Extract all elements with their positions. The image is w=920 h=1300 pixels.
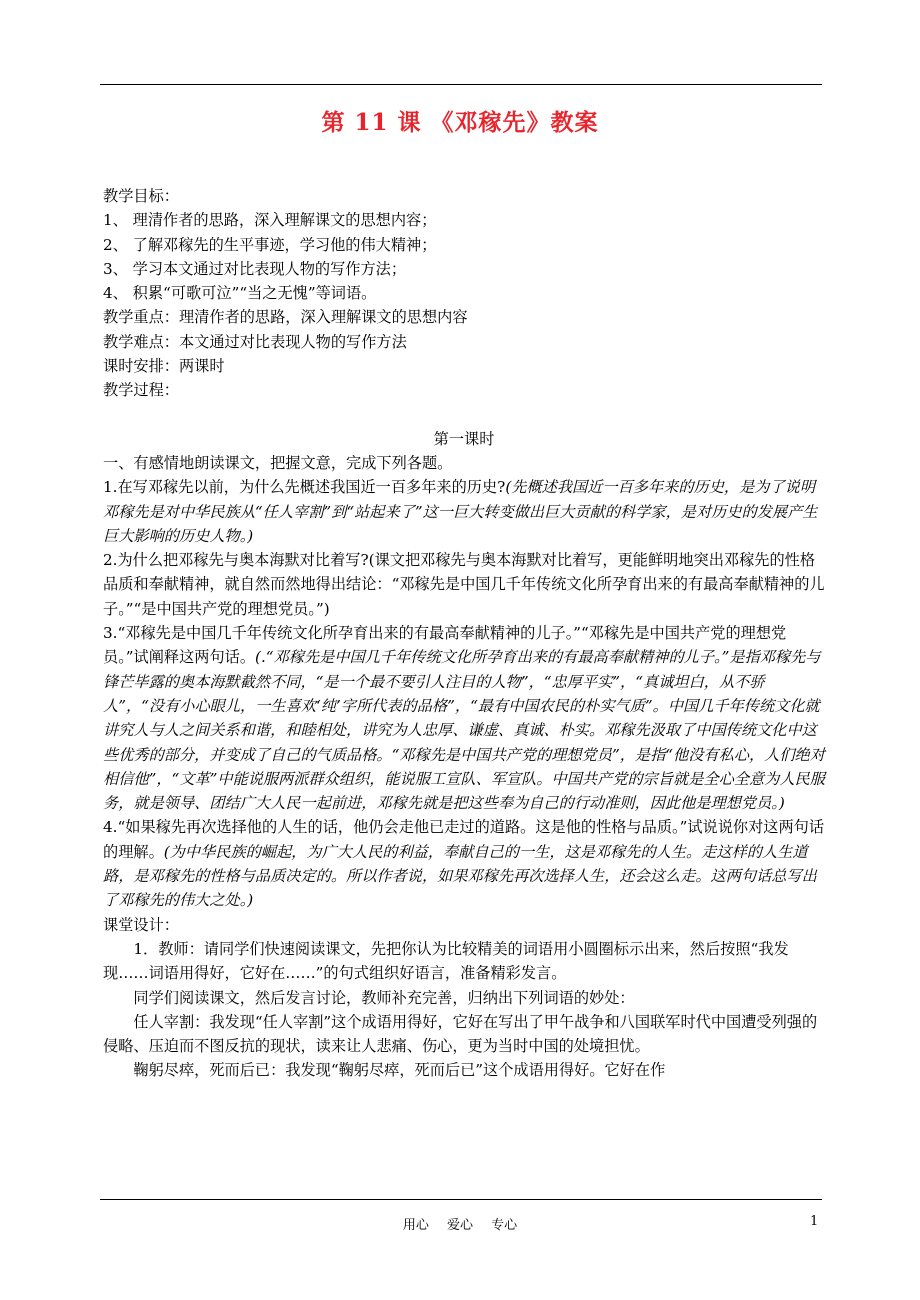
question-2 [103, 548, 825, 621]
design-heading: 课堂设计： [103, 915, 179, 934]
footer-rule [100, 1199, 822, 1200]
document-title: 第 11 课 《邓稼先》教案 [321, 109, 599, 136]
answer-text: (先概述我国近一百多年来的历史，是为了说明邓稼先是对中华民族从“任人宰割”到“站起来了”这一巨大转变做出巨大贡献的科学家，是对历史的发展产生巨大影响的历史人物。) [103, 478, 818, 545]
class-schedule: 课时安排：两课时 [103, 357, 225, 376]
question-text: 1.在写邓稼先以前，为什么先概述我国近一百多年来的历史? [103, 478, 506, 497]
teaching-difficulty: 教学难点：本文通过对比表现人物的写作方法 [103, 332, 407, 351]
task-heading: 一、有感情地朗读课文，把握文意，完成下列各题。 [103, 453, 453, 472]
objective-item: 2、 了解邓稼先的生平事迹，学习他的伟大精神； [103, 235, 437, 254]
question-1 [103, 475, 825, 548]
footer-slogan: 用心 爱心 专心 [402, 1218, 518, 1233]
objective-item: 1、 理清作者的思路，深入理解课文的思想内容； [103, 211, 437, 230]
objective-item: 4、 积累“可歌可泣”“当之无愧”等词语。 [103, 284, 377, 303]
question-text: 4.“如果稼先再次选择他的人生的话，他仍会走他已走过的道路。这是他的性格与品质。”试说说你对这两句话的理解。 [103, 818, 825, 861]
page-number: 1 [810, 1214, 819, 1229]
question-4 [103, 815, 825, 912]
document-body [103, 184, 825, 1083]
header-rule [100, 84, 822, 85]
process-heading: 教学过程： [103, 381, 179, 400]
lesson-heading: 第一课时 [433, 429, 495, 448]
question-text: 3.“邓稼先是中国几千年传统文化所孕育出来的有最高奉献精神的儿子。”“邓稼先是中国共产党的理想党员。”试阐释这两句话。 [103, 624, 787, 667]
teaching-focus: 教学重点：理清作者的思路，深入理解课文的思想内容 [103, 308, 468, 327]
answer-text: (.“邓稼先是中国几千年传统文化所孕育出来的有最高奉献精神的儿子。”是指邓稼先与锋芒毕露的奥本海默截然不同，“是一个最不要引人注目的人物”，“忠厚平实”，“真诚坦白，从不骄人”，“没有小心眼儿，一生喜欢‘纯’字所代表的品格”，“最有中国农民的朴实气质”。中国几千年传统文化就讲究人与人之间关系和谐，和睦相处，讲究为人忠厚、谦虚、真诚、朴实。邓稼先汲取了中国传统文化中这些优秀的部分，并变成了自己的气质品格。“邓稼先是中国共产党的理想党员”，是指“他没有私心，人们绝对相信他”，“文革”中能说服两派群众组织，能说服工宣队、军宣队。中国共产党的宗旨就是全心全意为人民服务，就是领导、团结广大人民一起前进，邓稼先就是把这些奉为自己的行动准则，因此他是理想党员。) [103, 648, 825, 813]
objective-item: 3、 学习本文通过对比表现人物的写作方法； [103, 259, 407, 278]
objectives-heading: 教学目标： [103, 187, 179, 205]
design-paragraph: 同学们阅读课文，然后发言讨论，教师补充完善，归纳出下列词语的妙处： [133, 988, 635, 1007]
design-paragraph: 任人宰割：我发现“任人宰割”这个成语用得好，它好在写出了甲午战争和八国联军时代中国遭受列强的侵略、压迫而不图反抗的现状，读来让人悲痛、伤心，更为当时中国的处境担忧。 [103, 1012, 818, 1056]
design-paragraph: 1．教师：请同学们快速阅读课文，先把你认为比较精美的词语用小圆圈标示出来，然后按照“我发现……词语用得好，它好在……”的句式组织好语言，准备精彩发言。 [103, 939, 789, 983]
design-paragraph: 鞠躬尽瘁，死而后已：我发现“鞠躬尽瘁，死而后已”这个成语用得好。它好在作 [133, 1061, 666, 1080]
question-text: 2.为什么把邓稼先与奥本海默对比着写? [103, 551, 369, 570]
answer-text: (为中华民族的崛起，为广大人民的利益，奉献自己的一生，这是邓稼先的人生。走这样的人生道路，是邓稼先的性格与品质决定的。所以作者说，如果邓稼先再次选择人生，还会这么走。这两句话总写出了邓稼先的伟大之处。) [103, 842, 817, 910]
question-3 [103, 621, 825, 815]
answer-text: (课文把邓稼先与奥本海默对比着写，更能鲜明地突出邓稼先的性格品质和奉献精神，就自然而然地得出结论：“邓稼先是中国几千年传统文化所孕育出来的有最高奉献精神的儿子。”“是中国共产党的理想党员。”) [103, 551, 825, 618]
